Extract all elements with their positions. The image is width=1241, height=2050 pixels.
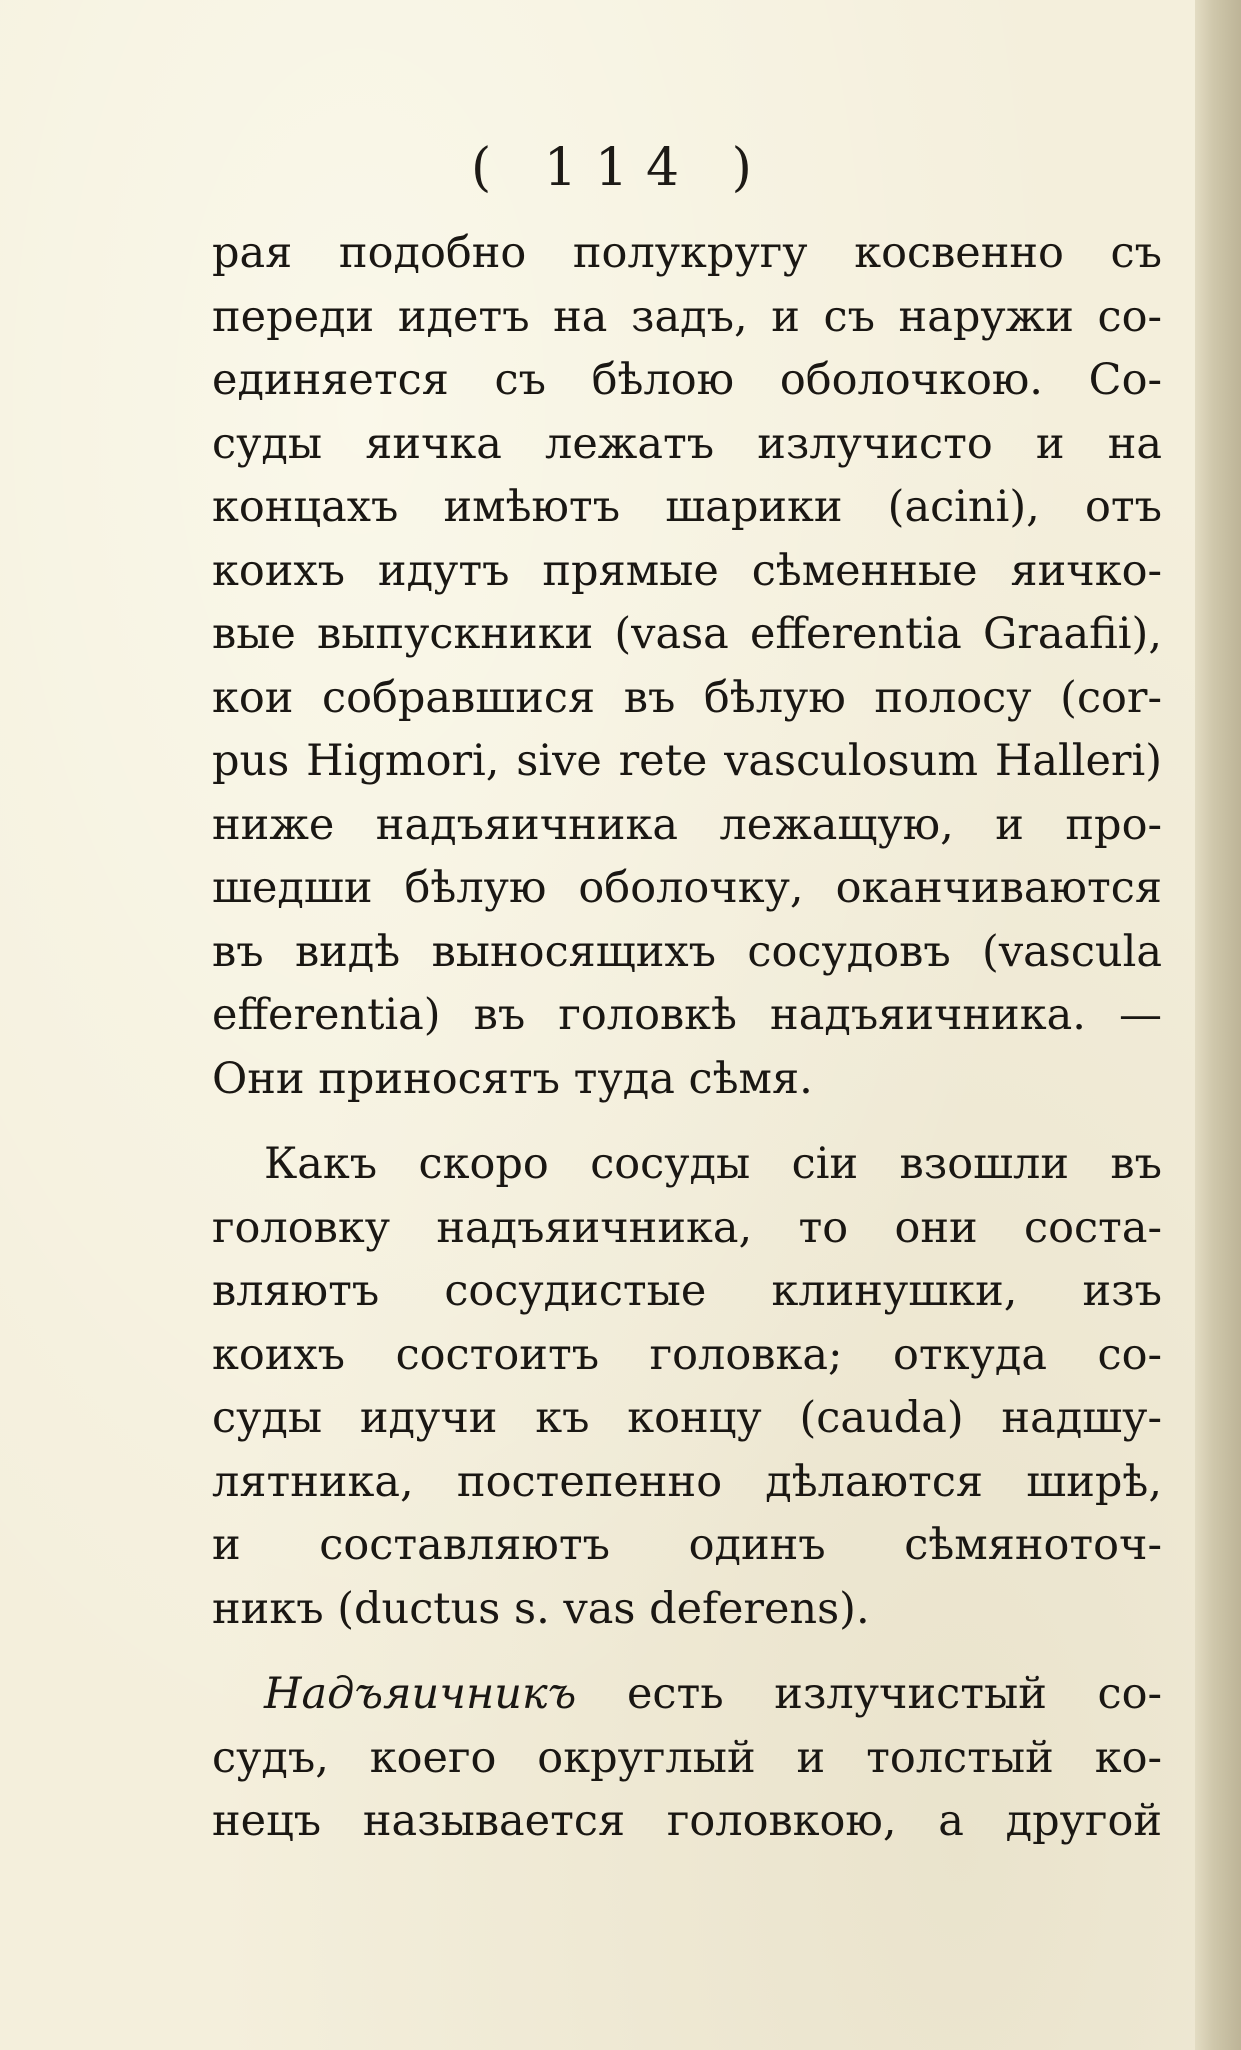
text-run: есть излучистый со- [576,1669,1162,1719]
text-line: концахъ имѣютъ шарики (acini), отъ [212,482,1162,532]
text-line: переди идетъ на задъ, и съ наружи со- [212,291,1162,342]
page-number: ( 114 ) [471,138,770,198]
text-line: въ видѣ выносящихъ сосудовъ (vascula [212,926,1162,977]
text-line: шедши бѣлую оболочку, оканчиваются [212,863,1162,913]
text-line: вые выпускники (vasa efferentia Graafii), [212,609,1162,659]
text-line: головку надъяичника, то они соста- [212,1202,1162,1253]
text-line: никъ (ductus s. vas deferens). [212,1583,870,1634]
text-line: судъ, коего округлый и толстый ко- [212,1732,1162,1783]
text-line: суды яичка лежатъ излучисто и на [212,418,1162,469]
text-line: коихъ состоитъ головка; откуда со- [212,1329,1162,1380]
text-line: коихъ идутъ прямые сѣменные яичко- [212,545,1162,596]
text-line: и составляютъ одинъ сѣмяноточ- [212,1520,1162,1570]
text-line: лятника, постепенно дѣлаются ширѣ, [212,1456,1162,1507]
text-line: pus Higmori, sive rete vasculosum Halleri) [212,736,1162,786]
text-line: нецъ называется головкою, а другой [212,1796,1162,1846]
text-line: суды идучи къ концу (cauda) надшу- [212,1393,1162,1443]
text-line [212,1663,1162,1727]
text-line: Они приносятъ туда сѣмя. [212,1053,813,1104]
text-line: единяется съ бѣлою оболочкою. Со- [212,355,1162,405]
text-line: кои собравшися въ бѣлую полосу (cor- [212,672,1162,723]
italic-term: Надъяичникъ [264,1669,577,1719]
body-text [212,222,1162,1854]
text-line: efferentia) въ головкѣ надъяичника. — [212,990,1162,1040]
text-line: рая подобно полукругу косвенно съ [212,228,1162,278]
page-edge [1195,0,1241,2050]
text-line: вляютъ сосудистые клинушки, изъ [212,1266,1162,1316]
text-line: ниже надъяичника лежащую, и про- [212,799,1162,850]
text-line: Какъ скоро сосуды сiи взошли въ [264,1139,1162,1189]
